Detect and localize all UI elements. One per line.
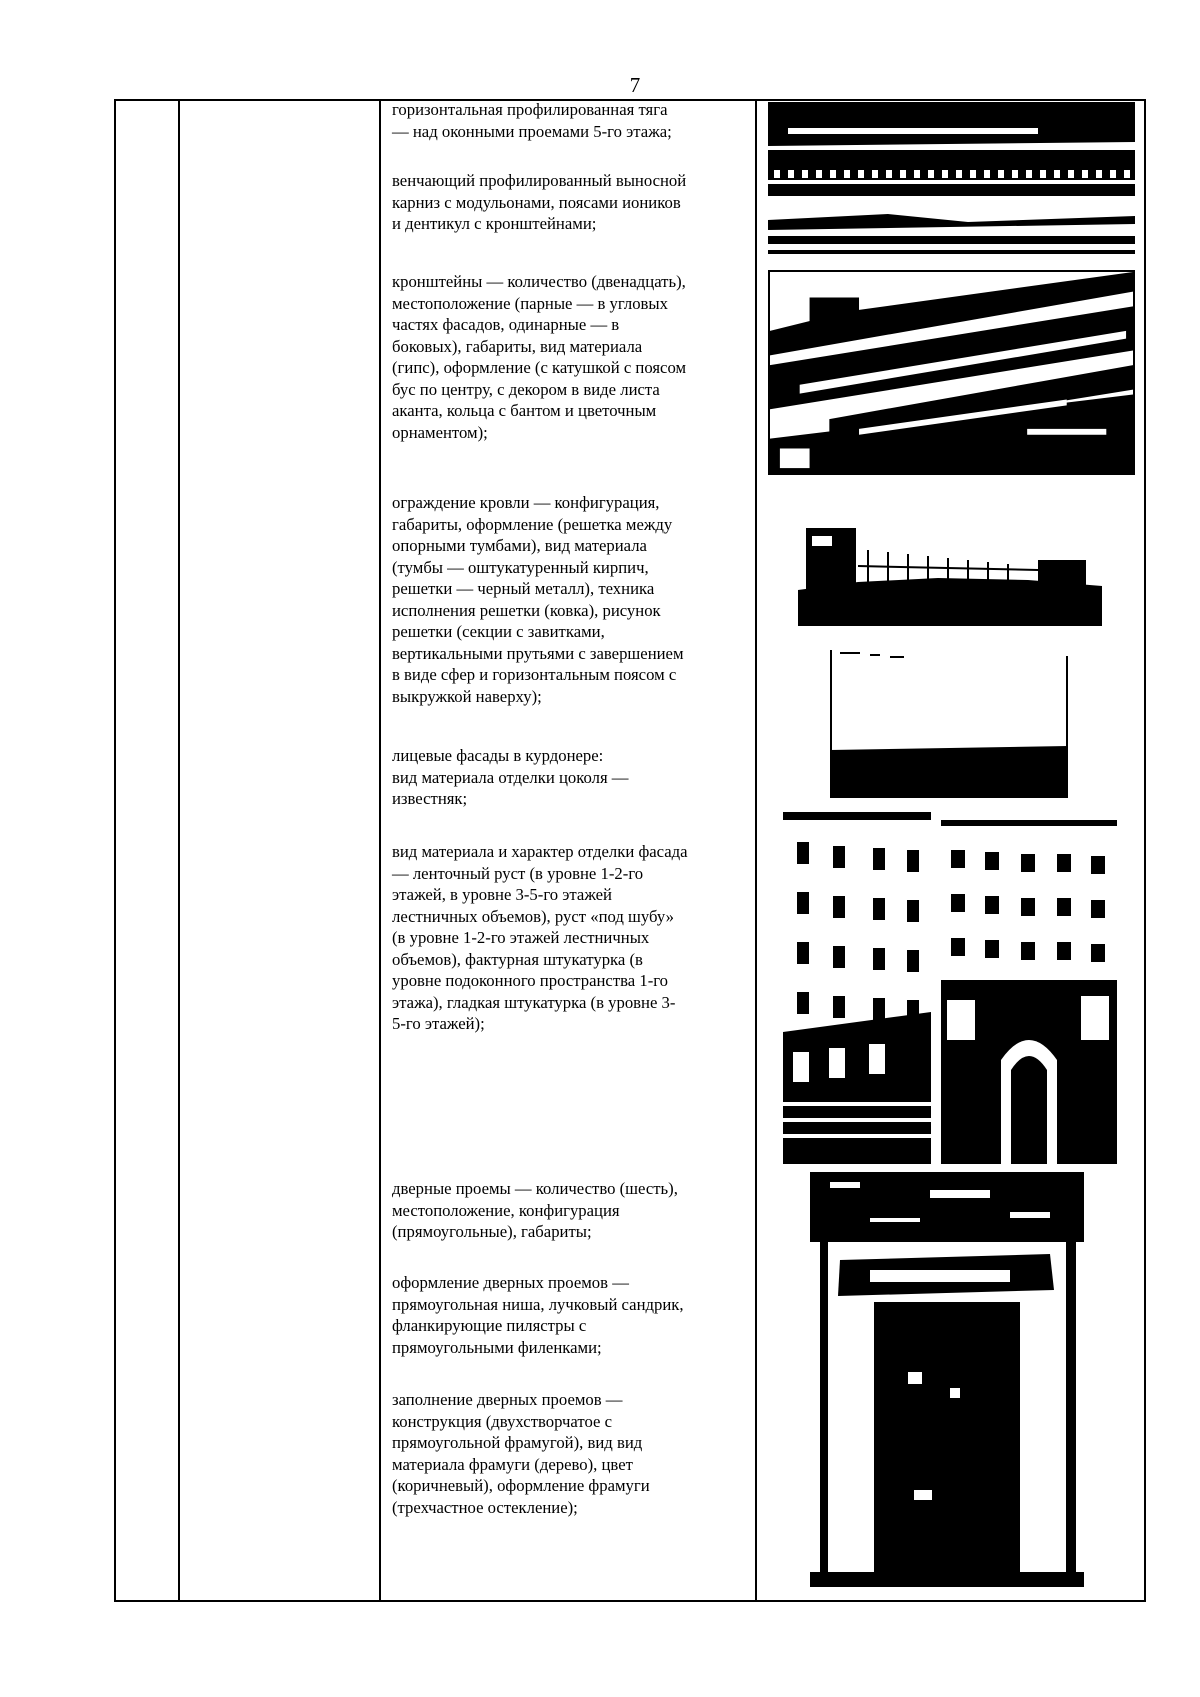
text-block-4 xyxy=(392,492,746,707)
table-border-left xyxy=(114,99,116,1601)
text-block-9 xyxy=(392,1389,746,1518)
bracket-photo-icon xyxy=(768,270,1135,475)
roof-fence-photo-icon xyxy=(798,510,1102,626)
courtyard-facade-right-photo-icon xyxy=(941,820,1117,1164)
roof-fence-detail-photo-icon xyxy=(830,650,1068,798)
page-number: 7 xyxy=(629,73,641,97)
paragraph-tyaga: горизонтальная профилированная тяга — над оконными проемами 5-го этажа; xyxy=(392,100,672,141)
paragraph-courtyard: лицевые фасады в курдонере: вид материала отделки цоколя — известняк; xyxy=(392,746,629,808)
text-block-6 xyxy=(392,841,746,1035)
text-block-2 xyxy=(392,170,746,235)
paragraph-door-openings: дверные проемы — количество (шесть), местоположение, конфигурация (прямоугольные), габариты; xyxy=(392,1179,678,1241)
table-border-col2 xyxy=(379,99,381,1601)
text-block-5 xyxy=(392,745,746,810)
text-block-3 xyxy=(392,271,746,443)
table-border-col1 xyxy=(178,99,180,1601)
paragraph-brackets: кронштейны — количество (двенадцать), местоположение (парные — в угловых частях фасадов, одинарные — в боковых), габариты, вид материала (гипс), оформление (с катушкой с поясом бус по центру, с декором в виде листа аканта, кольца с бантом и цветочным орнаментом); xyxy=(392,272,687,442)
text-block-1 xyxy=(392,99,746,142)
cornice-photo-icon xyxy=(768,102,1135,254)
paragraph-roof-fence: ограждение кровли — конфигурация, габариты, оформление (решетка между опорными тумбами), вид материала (тумбы — оштукатуренный кирпич, решетки — черный металл), техника исполнения решетки (ковка), рисунок решетки (секции с завитками, вертикальными прутьями с завершением в виде сфер и горизонтальным поясом с выкружкой наверху); xyxy=(392,493,684,706)
door-photo-icon xyxy=(810,1172,1084,1587)
table-bottom-border xyxy=(114,1600,1146,1602)
paragraph-door-decoration: оформление дверных проемов — прямоугольная ниша, лучковый сандрик, фланкирующие пилястры с прямоугольными филенками; xyxy=(392,1273,684,1357)
paragraph-door-filling: заполнение дверных проемов — конструкция (двухстворчатое с прямоугольной фрамугой), вид вид материала фрамуги (дерево), цвет (коричневый), оформление фрамуги (трехчастное остекление); xyxy=(392,1390,650,1517)
paragraph-cornice: венчающий профилированный выносной карниз с модульонами, поясами иоников и дентикул с кронштейнами; xyxy=(392,171,687,233)
paragraph-facade-finish: вид материала и характер отделки фасада — ленточный руст (в уровне 1-2-го этажей, в уровне 3-5-го этажей лестничных объемов), руст «под шубу» (в уровне 1-2-го этажей лестничных объемов), фактурная штукатурка (в уровне подоконного пространства 1-го этажа), гладкая штукатурка (в уровне 3- 5-го этажей); xyxy=(392,842,688,1033)
courtyard-facade-left-photo-icon xyxy=(783,812,931,1164)
text-block-7 xyxy=(392,1178,746,1243)
table-border-col3 xyxy=(755,99,757,1601)
text-block-8 xyxy=(392,1272,746,1358)
table-border-right xyxy=(1144,99,1146,1601)
